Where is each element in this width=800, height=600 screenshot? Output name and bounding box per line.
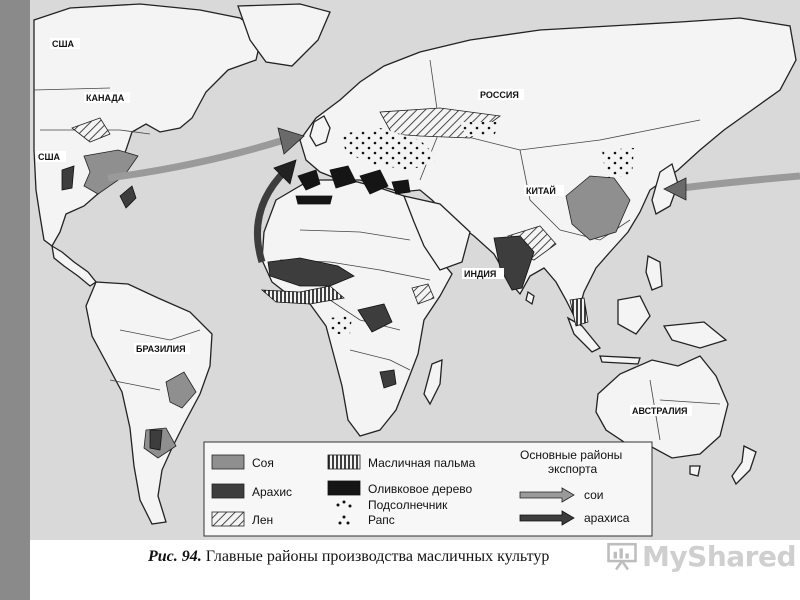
- legend-label-peanut: Арахис: [252, 485, 293, 499]
- legend-label-olive: Оливковое дерево: [368, 482, 473, 496]
- legend-label-oil-palm: Масличная пальма: [368, 456, 476, 470]
- legend-swatch-flax: [212, 512, 244, 526]
- label-usa-alaska: США: [52, 39, 75, 49]
- legend-swatch-oil-palm: [328, 455, 360, 469]
- java-landmass: [600, 356, 640, 364]
- label-brazil: БРАЗИЛИЯ: [136, 344, 186, 354]
- figure-caption: [148, 548, 618, 574]
- legend-swatch-soy: [212, 455, 244, 469]
- label-australia: АВСТРАЛИЯ: [632, 406, 688, 416]
- legend-swatch-peanut: [212, 484, 244, 498]
- label-china: КИТАЙ: [526, 186, 556, 196]
- legend-label-rapeseed: Рапс: [368, 513, 395, 527]
- watermark: [606, 536, 796, 576]
- legend-label-flax: Лен: [252, 513, 274, 527]
- label-india: ИНДИЯ: [464, 269, 497, 279]
- legend-export-title-line1: Основные районы: [520, 448, 623, 462]
- figure-number: Рис. 94.: [148, 548, 202, 565]
- legend: [204, 442, 652, 536]
- legend-label-export-soy: сои: [584, 488, 604, 502]
- tasmania-landmass: [690, 466, 700, 476]
- presentation-board-icon: [606, 539, 638, 573]
- legend-label-export-peanut: арахиса: [584, 511, 630, 525]
- label-usa: США: [38, 152, 61, 162]
- label-canada: КАНАДА: [86, 93, 125, 103]
- legend-export-title-line2: экспорта: [548, 462, 598, 476]
- legend-label-sunflower: Подсолнечник: [368, 498, 448, 512]
- watermark-text: MyShared: [642, 539, 796, 573]
- legend-swatch-olive: [328, 481, 360, 495]
- figure-title: Главные районы производства масличных культур: [205, 548, 550, 565]
- page-shadow-left: [0, 0, 30, 600]
- label-russia: РОССИЯ: [480, 90, 519, 100]
- legend-label-soy: Соя: [252, 456, 274, 470]
